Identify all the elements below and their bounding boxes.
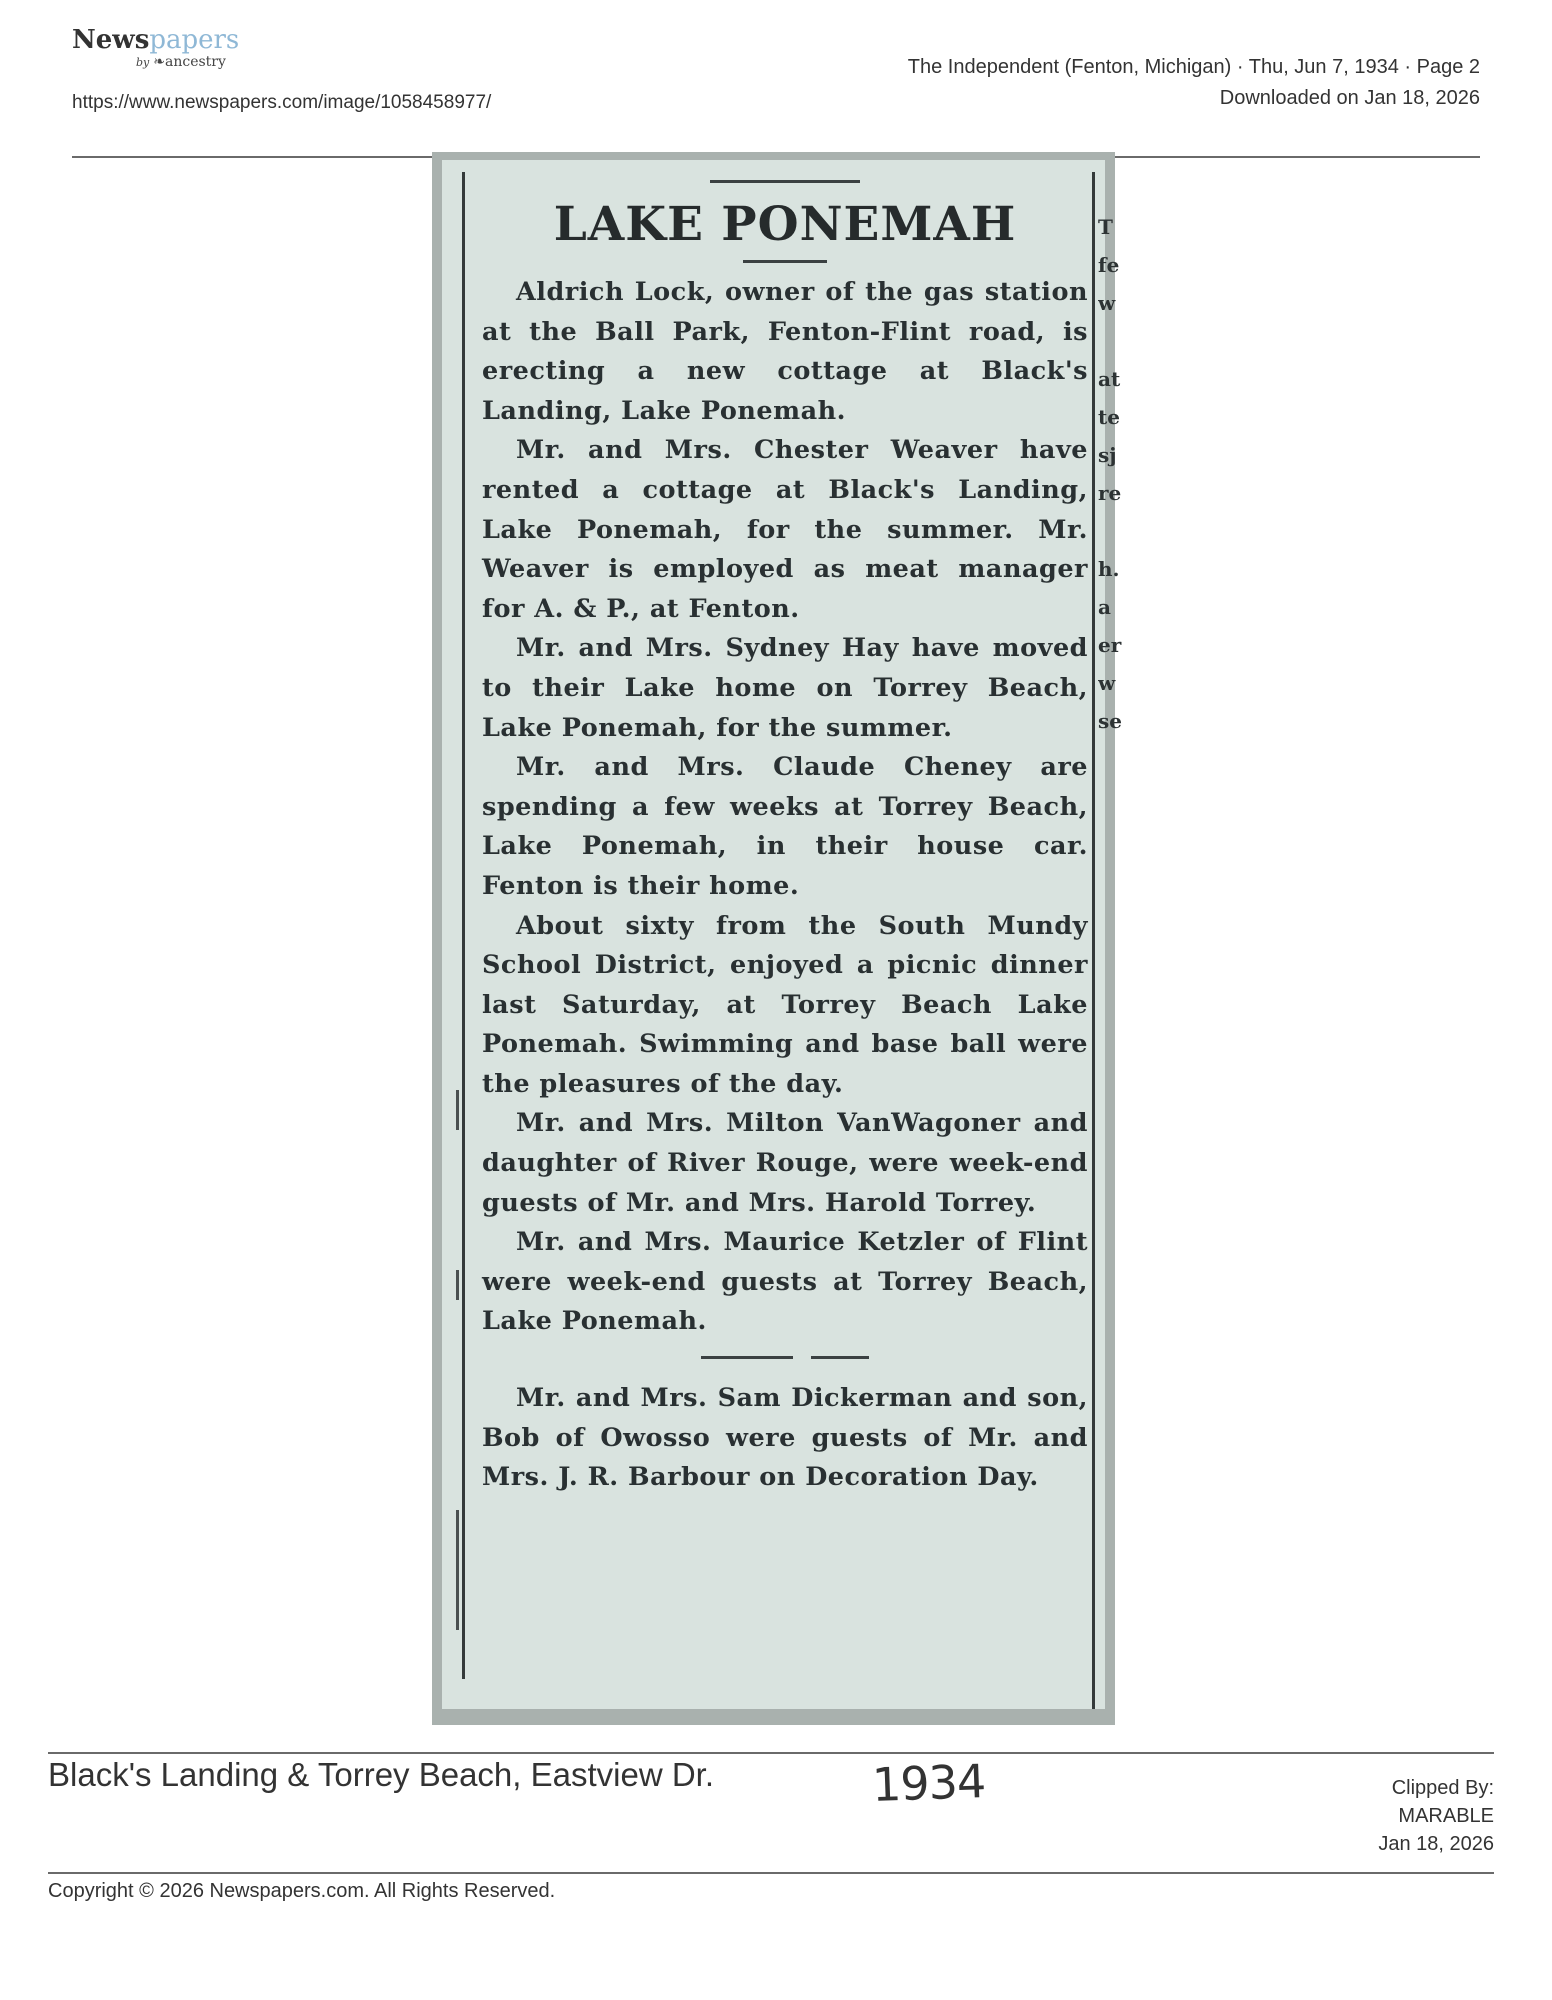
article-paragraph: Mr. and Mrs. Sam Dickerman and son, Bob of Owosso were guests of Mr. and Mrs. J. R. Barbour on Decoration Day. (482, 1383, 1088, 1493)
headline-top-rule (710, 180, 860, 183)
article-paragraph: About sixty from the South Mundy School District, enjoyed a picnic dinner last Saturday, at Torrey Beach Lake Ponemah. Swimming and base ball were the pleasures of the day. (482, 910, 1088, 1099)
margin-mark (456, 1270, 459, 1300)
source-line: The Independent (Fenton, Michigan) · Thu, Jun 7, 1934 · Page 2 (907, 56, 1480, 78)
clipping-paper (442, 160, 1122, 1709)
logo-brand-part-a: News (72, 25, 150, 55)
newspaper-clipping (432, 152, 1122, 1725)
clipped-by-label: Clipped By: (1391, 1777, 1494, 1799)
column-rule-right (1092, 172, 1095, 1709)
source-info (908, 52, 1480, 114)
margin-mark (456, 1510, 459, 1630)
item-divider (482, 1356, 1088, 1359)
article-paragraph: Mr. and Mrs. Chester Weaver have rented a cottage at Black's Landing, Lake Ponemah, for the summer. Mr. Weaver is employed as meat manager for A. & P., at Fenton. (482, 435, 1088, 624)
article-paragraph: Mr. and Mrs. Sydney Hay have moved to their Lake home on Torrey Beach, Lake Ponemah, for the summer. (482, 633, 1088, 743)
article-column (482, 180, 1088, 1498)
handwritten-year: 1934 (871, 1754, 986, 1812)
margin-mark (456, 1090, 459, 1130)
article-paragraph: Mr. and Mrs. Milton VanWagoner and daughter of River Rouge, were week-end guests of Mr. and Mrs. Harold Torrey. (482, 1108, 1088, 1218)
newspapers-logo (72, 26, 239, 71)
article-paragraph: Aldrich Lock, owner of the gas station at the Ball Park, Fenton-Flint road, is erecting a new cottage at Black's Landing, Lake Ponemah. (482, 277, 1088, 426)
column-rule-left (462, 172, 465, 1679)
article-headline: LAKE PONEMAH (553, 197, 1017, 252)
article-paragraph: Mr. and Mrs. Maurice Ketzler of Flint were week-end guests at Torrey Beach, Lake Ponemah. (482, 1227, 1088, 1337)
clipped-by-user[interactable]: MARABLE (1398, 1805, 1494, 1827)
logo-ancestry-text: ancestry (165, 54, 226, 70)
adjacent-column-fragment: T fe w at te sj re h. a er w se (1098, 215, 1122, 733)
copyright-notice: Copyright © 2026 Newspapers.com. All Rights Reserved. (48, 1880, 556, 1902)
ancestry-leaf-icon: ❧ (153, 54, 165, 70)
clipped-by-info (1378, 1774, 1494, 1858)
logo-by-text: by (136, 56, 150, 69)
article-paragraph: Mr. and Mrs. Claude Cheney are spending a few weeks at Torrey Beach, Lake Ponemah, in their house car. Fenton is their home. (482, 752, 1088, 901)
clipping-caption: Black's Landing & Torrey Beach, Eastview Dr. (48, 1756, 715, 1793)
clipped-date: Jan 18, 2026 (1378, 1833, 1494, 1855)
headline-bottom-rule (743, 260, 827, 263)
footer-divider (48, 1872, 1494, 1874)
download-date: Downloaded on Jan 18, 2026 (1219, 87, 1480, 109)
image-url[interactable]: https://www.newspapers.com/image/1058458977/ (72, 92, 492, 113)
logo-brand-part-b: papers (149, 25, 240, 55)
